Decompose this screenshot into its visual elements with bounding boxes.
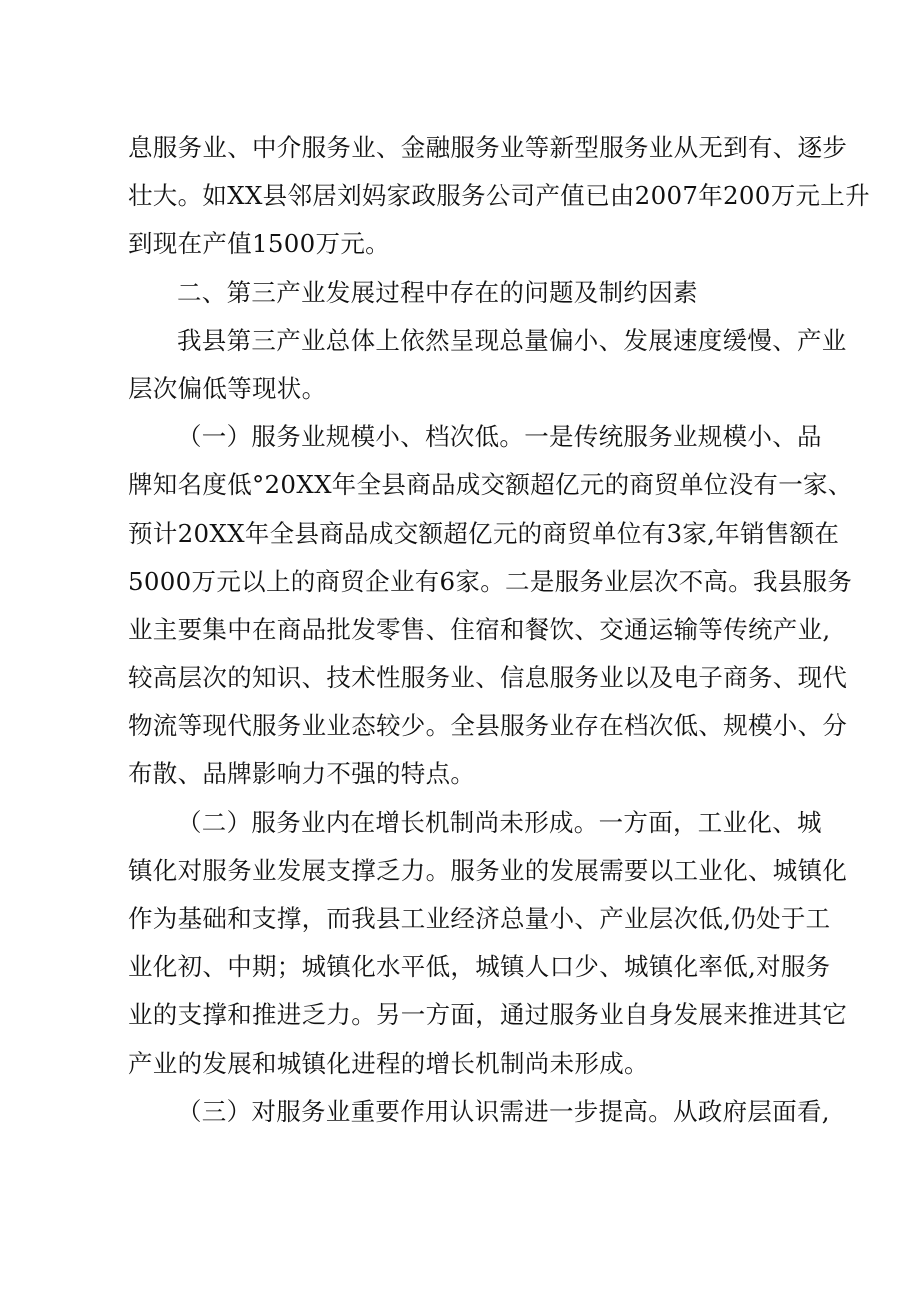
document-body [128, 124, 870, 1136]
text-line: 到现在产值1500万元。 [128, 229, 390, 259]
text-line: 我县第三产业总体上依然呈现总量偏小、发展速度缓慢、产业 [177, 325, 847, 355]
paragraph-continued [128, 124, 870, 269]
paragraph-point-2 [128, 799, 848, 1088]
text-line: 壮大。如XX县邻居刘妈家政服务公司产值已由2007年200万元上升 [128, 181, 870, 211]
text-line: 较高层次的知识、技术性服务业、信息服务业以及电子商务、现代 [128, 663, 848, 693]
text-line: 镇化对服务业发展支撑乏力。服务业的发展需要以工业化、城镇化 [128, 855, 848, 885]
text-line: 布散、品牌影响力不强的特点。 [128, 759, 476, 789]
text-line: 预计20XX年全县商品成交额超亿元的商贸单位有3家,年销售额在 [128, 518, 840, 548]
text-line: （三）对服务业重要作用认识需进一步提高。从政府层面看, [177, 1096, 830, 1126]
text-line: 息服务业、中介服务业、金融服务业等新型服务业从无到有、逐步 [128, 133, 848, 162]
text-line: 业化初、中期；城镇化水平低，城镇人口少、城镇化率低,对服务 [128, 952, 831, 982]
text-line: 产业的发展和城镇化进程的增长机制尚未形成。 [128, 1048, 649, 1078]
text-line: 5000万元以上的商贸企业有6家。二是服务业层次不高。我县服务 [128, 566, 853, 596]
text-line: （一）服务业规模小、档次低。一是传统服务业规模小、品 [177, 422, 822, 452]
text-line: 作为基础和支撑，而我县工业经济总量小、产业层次低,仍处于工 [128, 904, 831, 933]
section-heading-text: 二、第三产业发展过程中存在的问题及制约因素 [177, 277, 698, 307]
paragraph-point-3 [128, 1088, 830, 1136]
text-line: 业主要集中在商品批发零售、住宿和餐饮、交通运输等传统产业, [128, 614, 831, 644]
paragraph-overview [128, 317, 847, 413]
text-line: 业的支撑和推进乏力。另一方面，通过服务业自身发展来推进其它 [128, 1000, 848, 1030]
text-line: 牌知名度低°20XX年全县商品成交额超亿元的商贸单位没有一家、 [128, 470, 853, 500]
paragraph-point-1 [128, 413, 853, 799]
text-line: （二）服务业内在增长机制尚未形成。一方面，工业化、城 [177, 807, 822, 837]
text-line: 物流等现代服务业业态较少。全县服务业存在档次低、规模小、分 [128, 711, 848, 741]
text-line: 层次偏低等现状。 [128, 373, 327, 403]
section-heading [128, 269, 804, 317]
